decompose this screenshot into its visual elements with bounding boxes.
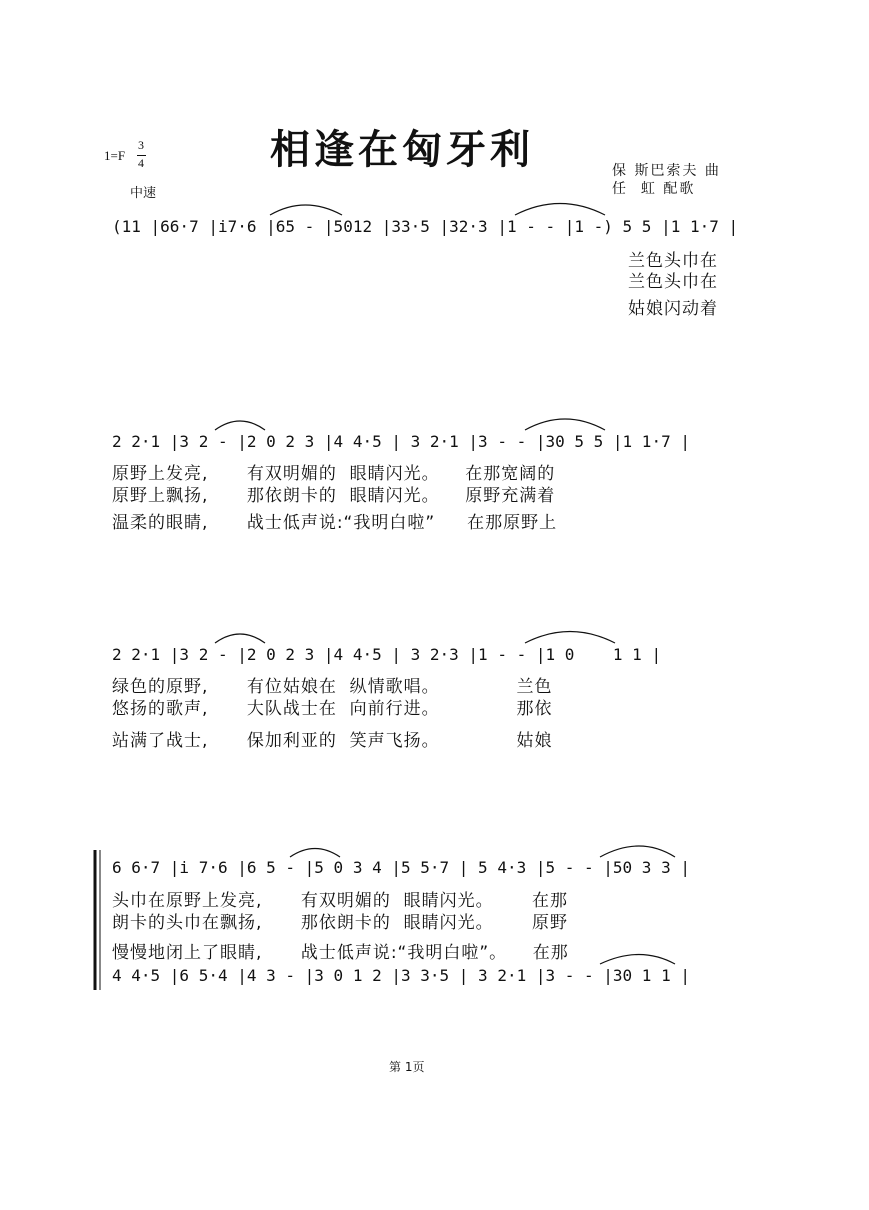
lyric-3-verse-2: 悠扬的歌声, 大队战士在 向前行进。 那依 (112, 699, 553, 719)
notation-line-2: 2 2·1 |3 2 - |2 0 2 3 |4 4·5 | 3 2·1 |3 - - |30 5 5 |1 1·7 | (112, 432, 690, 451)
lyric-4-verse-1: 头巾在原野上发亮, 有双明媚的 眼睛闪光。 在那 (112, 891, 569, 911)
lyric-2-verse-3: 温柔的眼睛, 战士低声说:“我明白啦” 在那原野上 (112, 513, 558, 533)
slur-icon (525, 632, 615, 644)
time-signature-bottom: 4 (138, 156, 144, 170)
slur-icon (600, 846, 675, 857)
key-signature: 1=F (104, 148, 126, 163)
slur-icon (525, 419, 605, 430)
slur-icon (290, 849, 340, 858)
slur-icon (215, 634, 265, 643)
slur-icon (515, 204, 605, 216)
slur-icon (600, 955, 675, 965)
lyric-4-verse-2: 朗卡的头巾在飘扬, 那依朗卡的 眼睛闪光。 原野 (112, 913, 569, 933)
notation-line-1: (11 |66·7 |i7·6 |65 - |5012 |33·5 |32·3 |1 - - |1 -) 5 5 |1 1·7 | (112, 217, 739, 236)
lyric-1-verse-1: 兰色头巾在 (628, 251, 718, 271)
notation-line-4: 6 6·7 |i 7·6 |6 5 - |5 0 3 4 |5 5·7 | 5 4·3 |5 - - |50 3 3 | (112, 858, 690, 877)
slur-icon (215, 421, 265, 430)
time-signature-top: 3 (138, 138, 144, 152)
lyric-2-verse-1: 原野上发亮, 有双明媚的 眼睛闪光。 在那宽阔的 (112, 464, 556, 484)
page-number: 第 1页 (389, 1060, 425, 1074)
composer-credit: 保 斯巴索夫 曲 (612, 163, 721, 179)
lyric-4-verse-3: 慢慢地闭上了眼睛, 战士低声说:“我明白啦”。 在那 (112, 943, 569, 963)
lyricist-credit: 任 虹 配歌 (612, 181, 696, 197)
lyric-2-verse-2: 原野上飘扬, 那依朗卡的 眼睛闪光。 原野充满着 (112, 486, 556, 506)
tempo-marking: 中速 (130, 186, 157, 201)
lyric-1-verse-2: 兰色头巾在 (628, 272, 718, 292)
song-title: 相逢在匈牙利 (270, 126, 534, 173)
lyric-3-verse-3: 站满了战士, 保加利亚的 笑声飞扬。 姑娘 (112, 731, 553, 751)
lyric-1-verse-3: 姑娘闪动着 (628, 299, 718, 319)
notation-line-4-lower: 4 4·5 |6 5·4 |4 3 - |3 0 1 2 |3 3·5 | 3 2·1 |3 - - |30 1 1 | (112, 966, 690, 985)
notation-line-3: 2 2·1 |3 2 - |2 0 2 3 |4 4·5 | 3 2·3 |1 - - |1 0 1 1 | (112, 645, 662, 664)
lyric-3-verse-1: 绿色的原野, 有位姑娘在 纵情歌唱。 兰色 (112, 677, 553, 697)
slur-icon (270, 205, 342, 215)
